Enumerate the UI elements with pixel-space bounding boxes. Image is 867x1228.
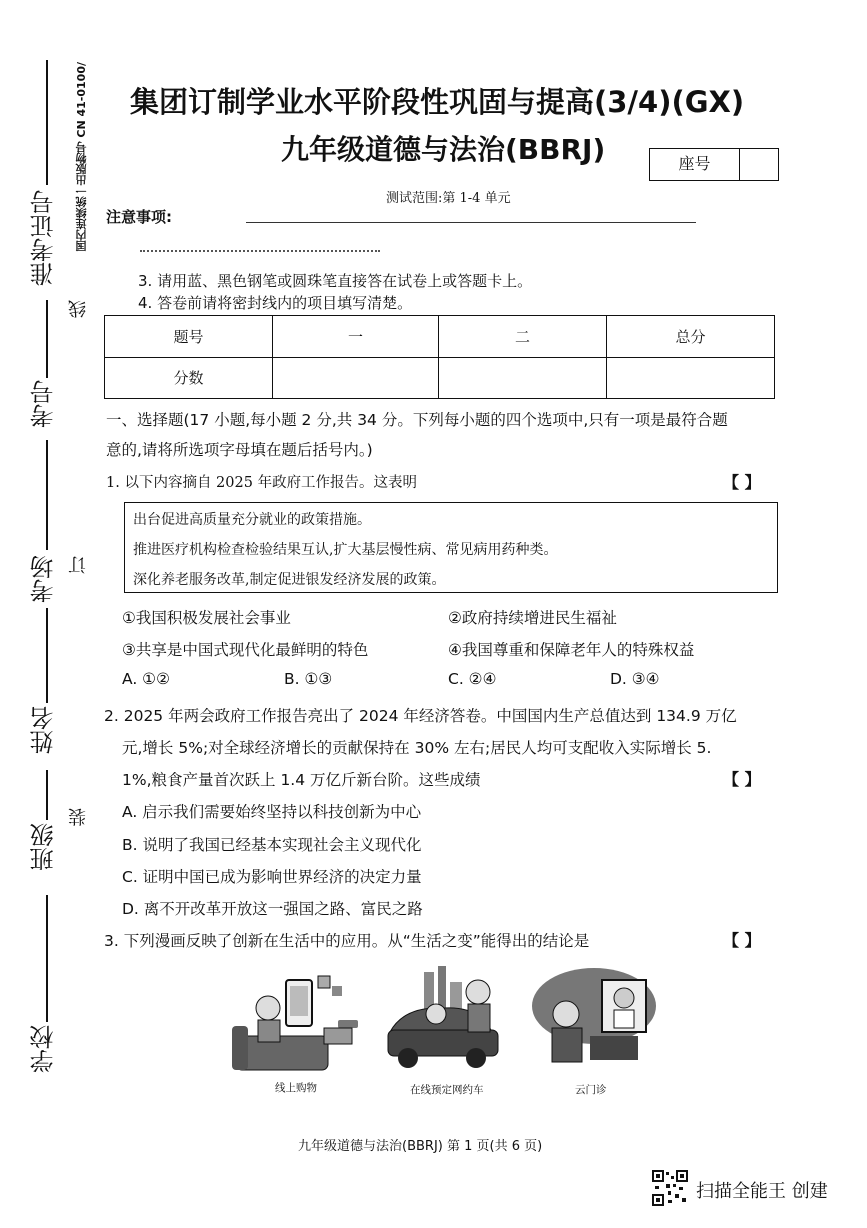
score-row-label: 分数 <box>105 357 273 399</box>
class-label: 班级 <box>30 823 58 871</box>
q2-option-b[interactable]: B. 说明了我国已经基本实现社会主义现代化 <box>122 836 422 854</box>
q1-statement-2: ②政府持续增进民生福祉 <box>448 609 617 627</box>
q2-option-d[interactable]: D. 离不开改革开放这一强国之路、富民之路 <box>122 900 423 918</box>
q1-statement-3: ③共享是中国式现代化最鲜明的特色 <box>122 641 369 659</box>
test-scope: 测试范围:第 1-4 单元 <box>386 191 511 206</box>
scanner-brand: 扫描全能王 创建 <box>696 1181 828 1202</box>
notice-heading: 注意事项: <box>106 208 172 226</box>
q1-option-d[interactable]: D. ③④ <box>610 670 660 688</box>
q2-stem-line1: 2. 2025 年两会政府工作报告亮出了 2024 年经济答卷。中国国内生产总值达到 134.9 万亿 <box>104 707 737 725</box>
q2-option-a[interactable]: A. 启示我们需要始终坚持以科技创新为中心 <box>122 803 422 821</box>
q2-option-c[interactable]: C. 证明中国已成为影响世界经济的决定力量 <box>122 868 422 886</box>
q1-option-b[interactable]: B. ①③ <box>284 670 333 688</box>
score-cell-total[interactable] <box>607 357 775 399</box>
score-table <box>104 315 775 399</box>
instruction-4: 4. 答卷前请将密封线内的项目填写清楚。 <box>138 294 413 312</box>
admission-number-label: 准考证号 <box>30 190 58 286</box>
q1-quote-2: 推进医疗机构检查检验结果互认,扩大基层慢性病、常见病用药种类。 <box>133 542 558 558</box>
q1-statement-1: ①我国积极发展社会事业 <box>122 609 291 627</box>
q1-quote-1: 出台促进高质量充分就业的政策措施。 <box>133 512 371 528</box>
class-line <box>46 770 48 820</box>
exam-number-label: 考号 <box>30 380 58 428</box>
cn-publication-number: 国内连续统一出版物号 CN 41-0100/ <box>75 62 88 252</box>
q3-answer-bracket[interactable]: 【 】 <box>723 931 761 950</box>
seal-mark-zhuang: 装 <box>68 808 89 826</box>
ride-hailing-cartoon <box>384 962 512 1078</box>
notice-divider <box>246 222 696 223</box>
instruction-3: 3. 请用蓝、黑色钢笔或圆珠笔直接答在试卷上或答题卡上。 <box>138 272 533 290</box>
q2-answer-bracket[interactable]: 【 】 <box>723 770 761 789</box>
page-footer: 九年级道德与法治(BBRJ) 第 1 页(共 6 页) <box>298 1139 543 1154</box>
q1-quote-box <box>124 502 778 593</box>
seat-number-label: 座号 <box>650 149 740 180</box>
online-shopping-cartoon <box>228 968 368 1076</box>
exam-number-line <box>46 300 48 378</box>
caption-ride-hailing: 在线预定网约车 <box>410 1084 484 1096</box>
name-label: 姓名 <box>30 706 58 754</box>
exam-room-line <box>46 440 48 550</box>
name-line <box>46 608 48 703</box>
q1-option-a[interactable]: A. ①② <box>122 670 170 688</box>
qr-code-icon <box>652 1170 688 1206</box>
admission-number-line <box>46 60 48 185</box>
score-header-total: 总分 <box>607 316 775 358</box>
score-header-question: 题号 <box>105 316 273 358</box>
score-cell-part1[interactable] <box>273 357 439 399</box>
score-table-header-row <box>105 316 775 358</box>
q2-stem-line3: 1%,粮食产量首次跃上 1.4 万亿斤新台阶。这些成绩 <box>122 771 481 789</box>
caption-cloud-clinic: 云门诊 <box>575 1084 607 1096</box>
q1-quote-3: 深化养老服务改革,制定促进银发经济发展的政策。 <box>133 572 446 588</box>
redacted-instructions <box>140 246 380 252</box>
seat-number-box[interactable] <box>649 148 779 181</box>
q1-answer-bracket[interactable]: 【 】 <box>723 473 761 492</box>
school-line <box>46 895 48 1022</box>
school-label: 学校 <box>30 1025 58 1073</box>
cloud-clinic-cartoon <box>530 966 658 1074</box>
q2-stem-line2: 元,增长 5%;对全球经济增长的贡献保持在 30% 左右;居民人均可支配收入实际增长 5. <box>122 739 712 757</box>
score-header-part1: 一 <box>273 316 439 358</box>
exam-room-label: 考场 <box>30 555 58 603</box>
exam-subject-title: 九年级道德与法治(BBRJ) <box>281 133 606 166</box>
seal-mark-xian: 线 <box>68 300 89 318</box>
score-table-score-row <box>105 357 775 399</box>
q3-stem: 3. 下列漫画反映了创新在生活中的应用。从“生活之变”能得出的结论是 <box>104 932 590 950</box>
caption-online-shopping: 线上购物 <box>275 1082 317 1094</box>
exam-series-title: 集团订制学业水平阶段性巩固与提高(3/4)(GX) <box>130 85 745 119</box>
seat-number-field[interactable] <box>740 149 778 180</box>
score-cell-part2[interactable] <box>439 357 607 399</box>
q1-statement-4: ④我国尊重和保障老年人的特殊权益 <box>448 641 695 659</box>
q1-option-c[interactable]: C. ②④ <box>448 670 497 688</box>
score-header-part2: 二 <box>439 316 607 358</box>
q1-stem: 1. 以下内容摘自 2025 年政府工作报告。这表明 <box>106 475 418 491</box>
seal-mark-ding: 订 <box>68 556 89 574</box>
section1-intro-line2: 意的,请将所选项字母填在题后括号内。) <box>106 441 373 459</box>
section1-intro-line1: 一、选择题(17 小题,每小题 2 分,共 34 分。下列每小题的四个选项中,只有一项是最符合题 <box>106 411 728 429</box>
